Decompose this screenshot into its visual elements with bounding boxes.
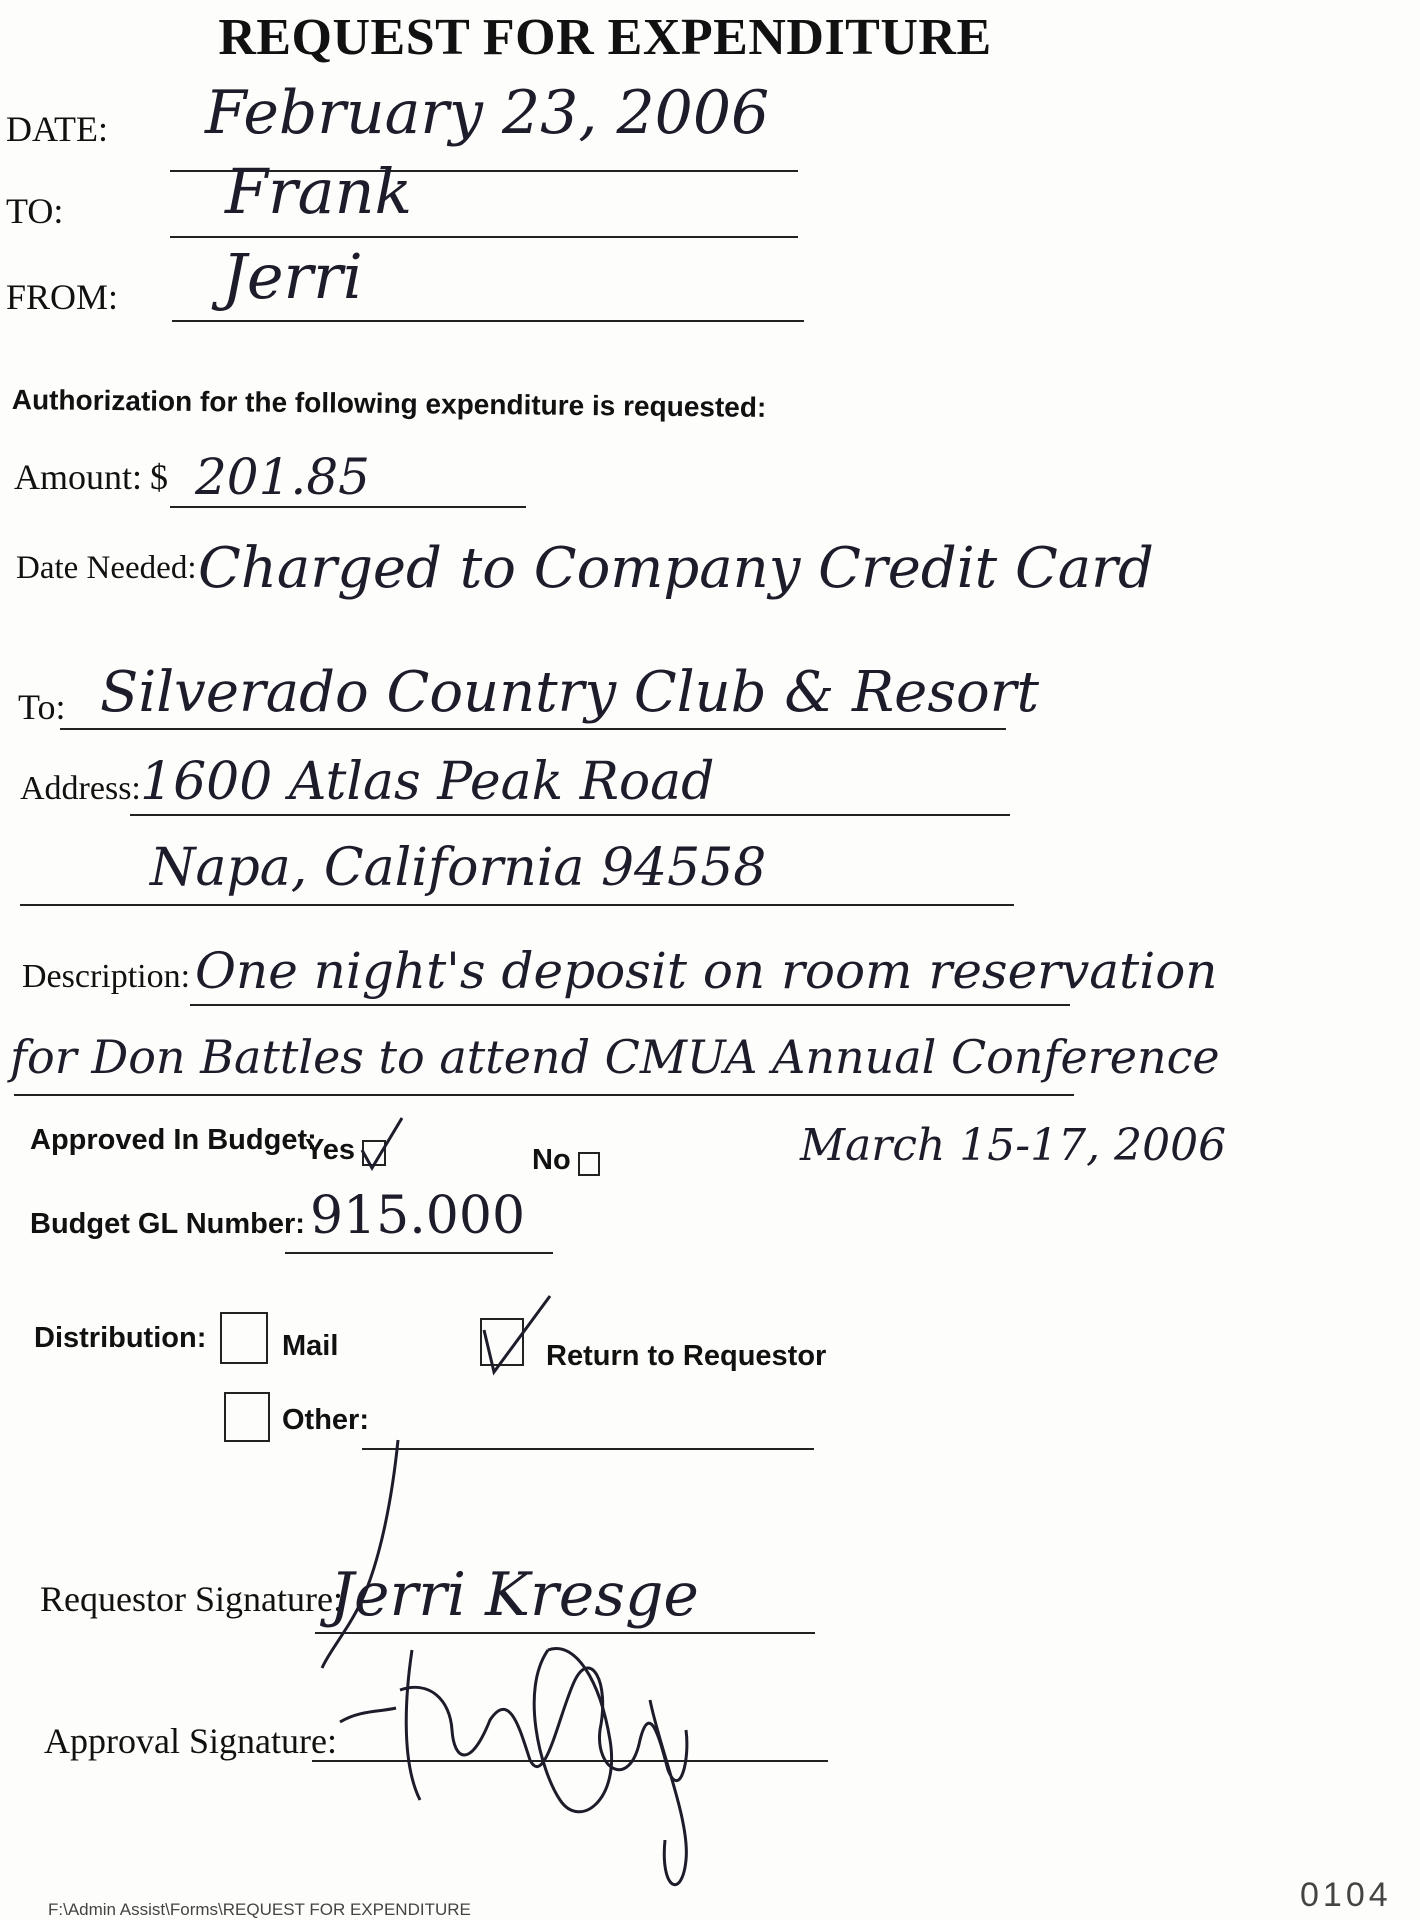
date-value[interactable]: February 23, 2006 [205, 78, 770, 148]
mail-label: Mail [282, 1330, 339, 1362]
from-value[interactable]: Jerri [222, 240, 363, 313]
to-value[interactable]: Frank [225, 155, 413, 228]
address-label: Address: [20, 770, 141, 807]
authorization-text: Authorization for the following expenditure is requested: [11, 384, 767, 423]
from-label: FROM: [6, 277, 119, 317]
amount-label: Amount: [14, 457, 143, 497]
description-value-2[interactable]: for Don Battles to attend CMUA Annual Conference [10, 1030, 1220, 1084]
no-label: No [532, 1144, 571, 1176]
gl-label: Budget GL Number: [30, 1208, 305, 1240]
address-value-1[interactable]: 1600 Atlas Peak Road [140, 752, 715, 812]
payee-value[interactable]: Silverado Country Club & Resort [100, 660, 1040, 725]
form-title: REQUEST FOR EXPENDITURE [218, 9, 992, 66]
date-label: DATE: [6, 109, 108, 149]
requestor-signature-label: Requestor Signature: [40, 1579, 343, 1619]
signature-stroke [322, 1440, 398, 1668]
payee-to-label: To: [18, 687, 66, 727]
yes-check-mark [362, 1118, 402, 1168]
amount-currency: $ [150, 457, 168, 497]
return-check-mark [484, 1296, 550, 1372]
address-value-2[interactable]: Napa, California 94558 [150, 838, 767, 898]
return-label: Return to Requestor [546, 1340, 827, 1372]
description-value-1[interactable]: One night's deposit on room reservation [195, 942, 1218, 1000]
amount-value[interactable]: 201.85 [195, 448, 370, 506]
requestor-signature-value[interactable]: Jerri Kresge [330, 1560, 699, 1630]
distribution-label: Distribution: [34, 1322, 207, 1354]
approval-signature-scribble [340, 1648, 687, 1884]
to-label: TO: [6, 191, 64, 231]
approval-signature-label: Approval Signature: [44, 1721, 337, 1761]
description-value-3[interactable]: March 15-17, 2006 [800, 1120, 1227, 1171]
description-label: Description: [22, 958, 191, 995]
gl-value[interactable]: 915.000 [310, 1186, 526, 1246]
page-number: 0104 [1300, 1876, 1392, 1914]
other-label: Other: [282, 1404, 369, 1436]
yes-label: Yes [305, 1134, 355, 1166]
date-needed-value[interactable]: Charged to Company Credit Card [198, 536, 1154, 601]
approved-label: Approved In Budget: [30, 1124, 317, 1156]
date-needed-label: Date Needed: [16, 550, 197, 586]
footer-path: F:\Admin Assist\Forms\REQUEST FOR EXPENDITURE [48, 1900, 471, 1919]
